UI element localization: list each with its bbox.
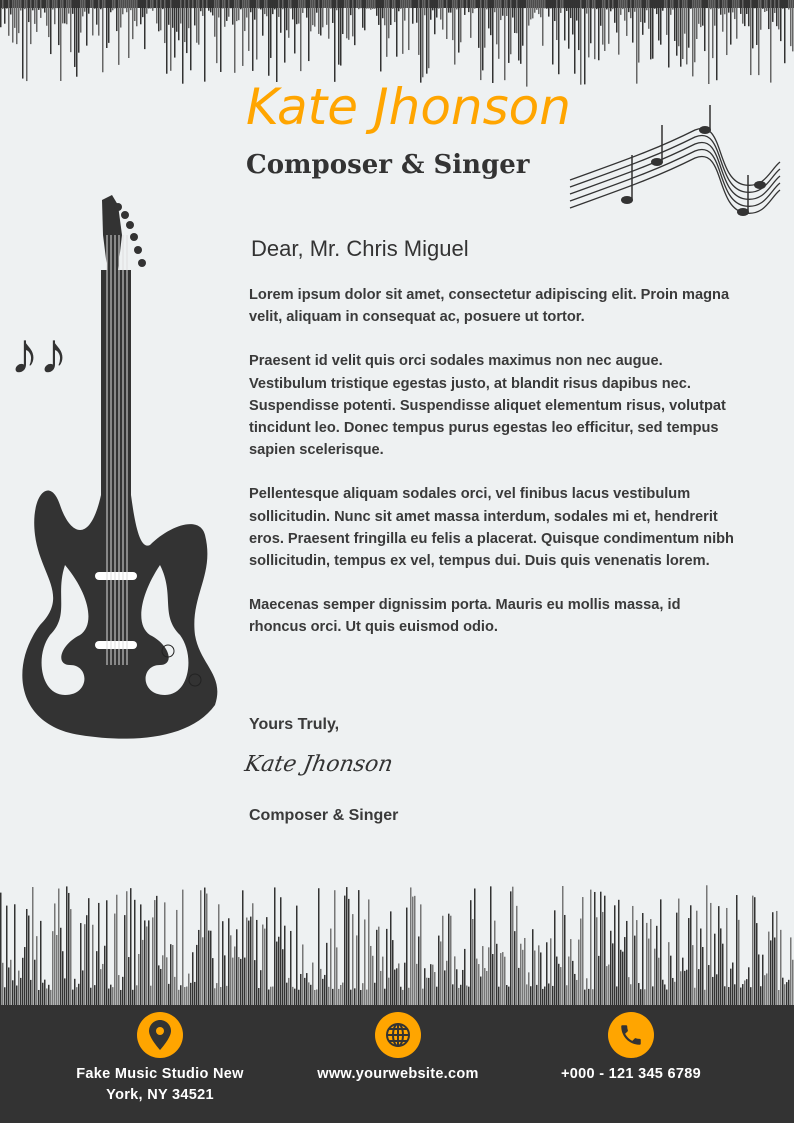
- music-notes-icon: ♪♪: [10, 321, 68, 386]
- paragraph: Pellentesque aliquam sodales orci, vel finibus lacus vestibulum sollicitudin. Nunc sit amet massa interdum, sodales mi et, hendrerit eros. Praesent fringilla eu felis a placerat. Quisque condimentum nibh sollicitudin, tempus ex vel, tempus dui. Duis quis venenatis lorem.: [249, 486, 734, 570]
- phone-number[interactable]: +000 - 121 345 6789: [561, 1066, 701, 1082]
- website-link[interactable]: www.yourwebsite.com: [317, 1066, 479, 1082]
- letter-body: [249, 284, 741, 661]
- grunge-bottom-border: [0, 880, 794, 1010]
- contact-address: [50, 1012, 270, 1106]
- address-text: Fake Music Studio New York, NY 34521: [76, 1066, 244, 1103]
- contact-website: [288, 1012, 508, 1085]
- paragraph: Praesent id velit quis orci sodales maximus non nec augue. Vestibulum tristique egestas justo, at blandit risus dapibus nec. Suspendisse potenti. Suspendisse aliquet elementum risus, volutpat tincidunt leo. Donec tempus purus egestas leo efficitur, sed tempus sapien scelerisque.: [249, 353, 726, 459]
- globe-icon: [375, 1012, 421, 1058]
- greeting: Dear, Mr. Chris Miguel: [251, 236, 469, 261]
- signature: Kate Jhonson: [242, 752, 395, 777]
- sender-name: Kate Jhonson: [246, 78, 571, 136]
- contact-phone: [521, 1012, 741, 1085]
- music-staff-icon: [565, 100, 785, 230]
- guitar-illustration: [10, 195, 225, 745]
- sender-role: Composer & Singer: [246, 150, 530, 180]
- phone-icon: [608, 1012, 654, 1058]
- paragraph: Maecenas semper dignissim porta. Mauris eu mollis massa, id rhoncus orci. Ut quis euismod odio.: [249, 597, 681, 636]
- signature-role: Composer & Singer: [249, 807, 399, 824]
- location-pin-icon: [137, 1012, 183, 1058]
- closing: Yours Truly,: [249, 716, 340, 733]
- paragraph: Lorem ipsum dolor sit amet, consectetur adipiscing elit. Proin magna velit, aliquam in consequat ac, posuere ut tortor.: [249, 287, 730, 326]
